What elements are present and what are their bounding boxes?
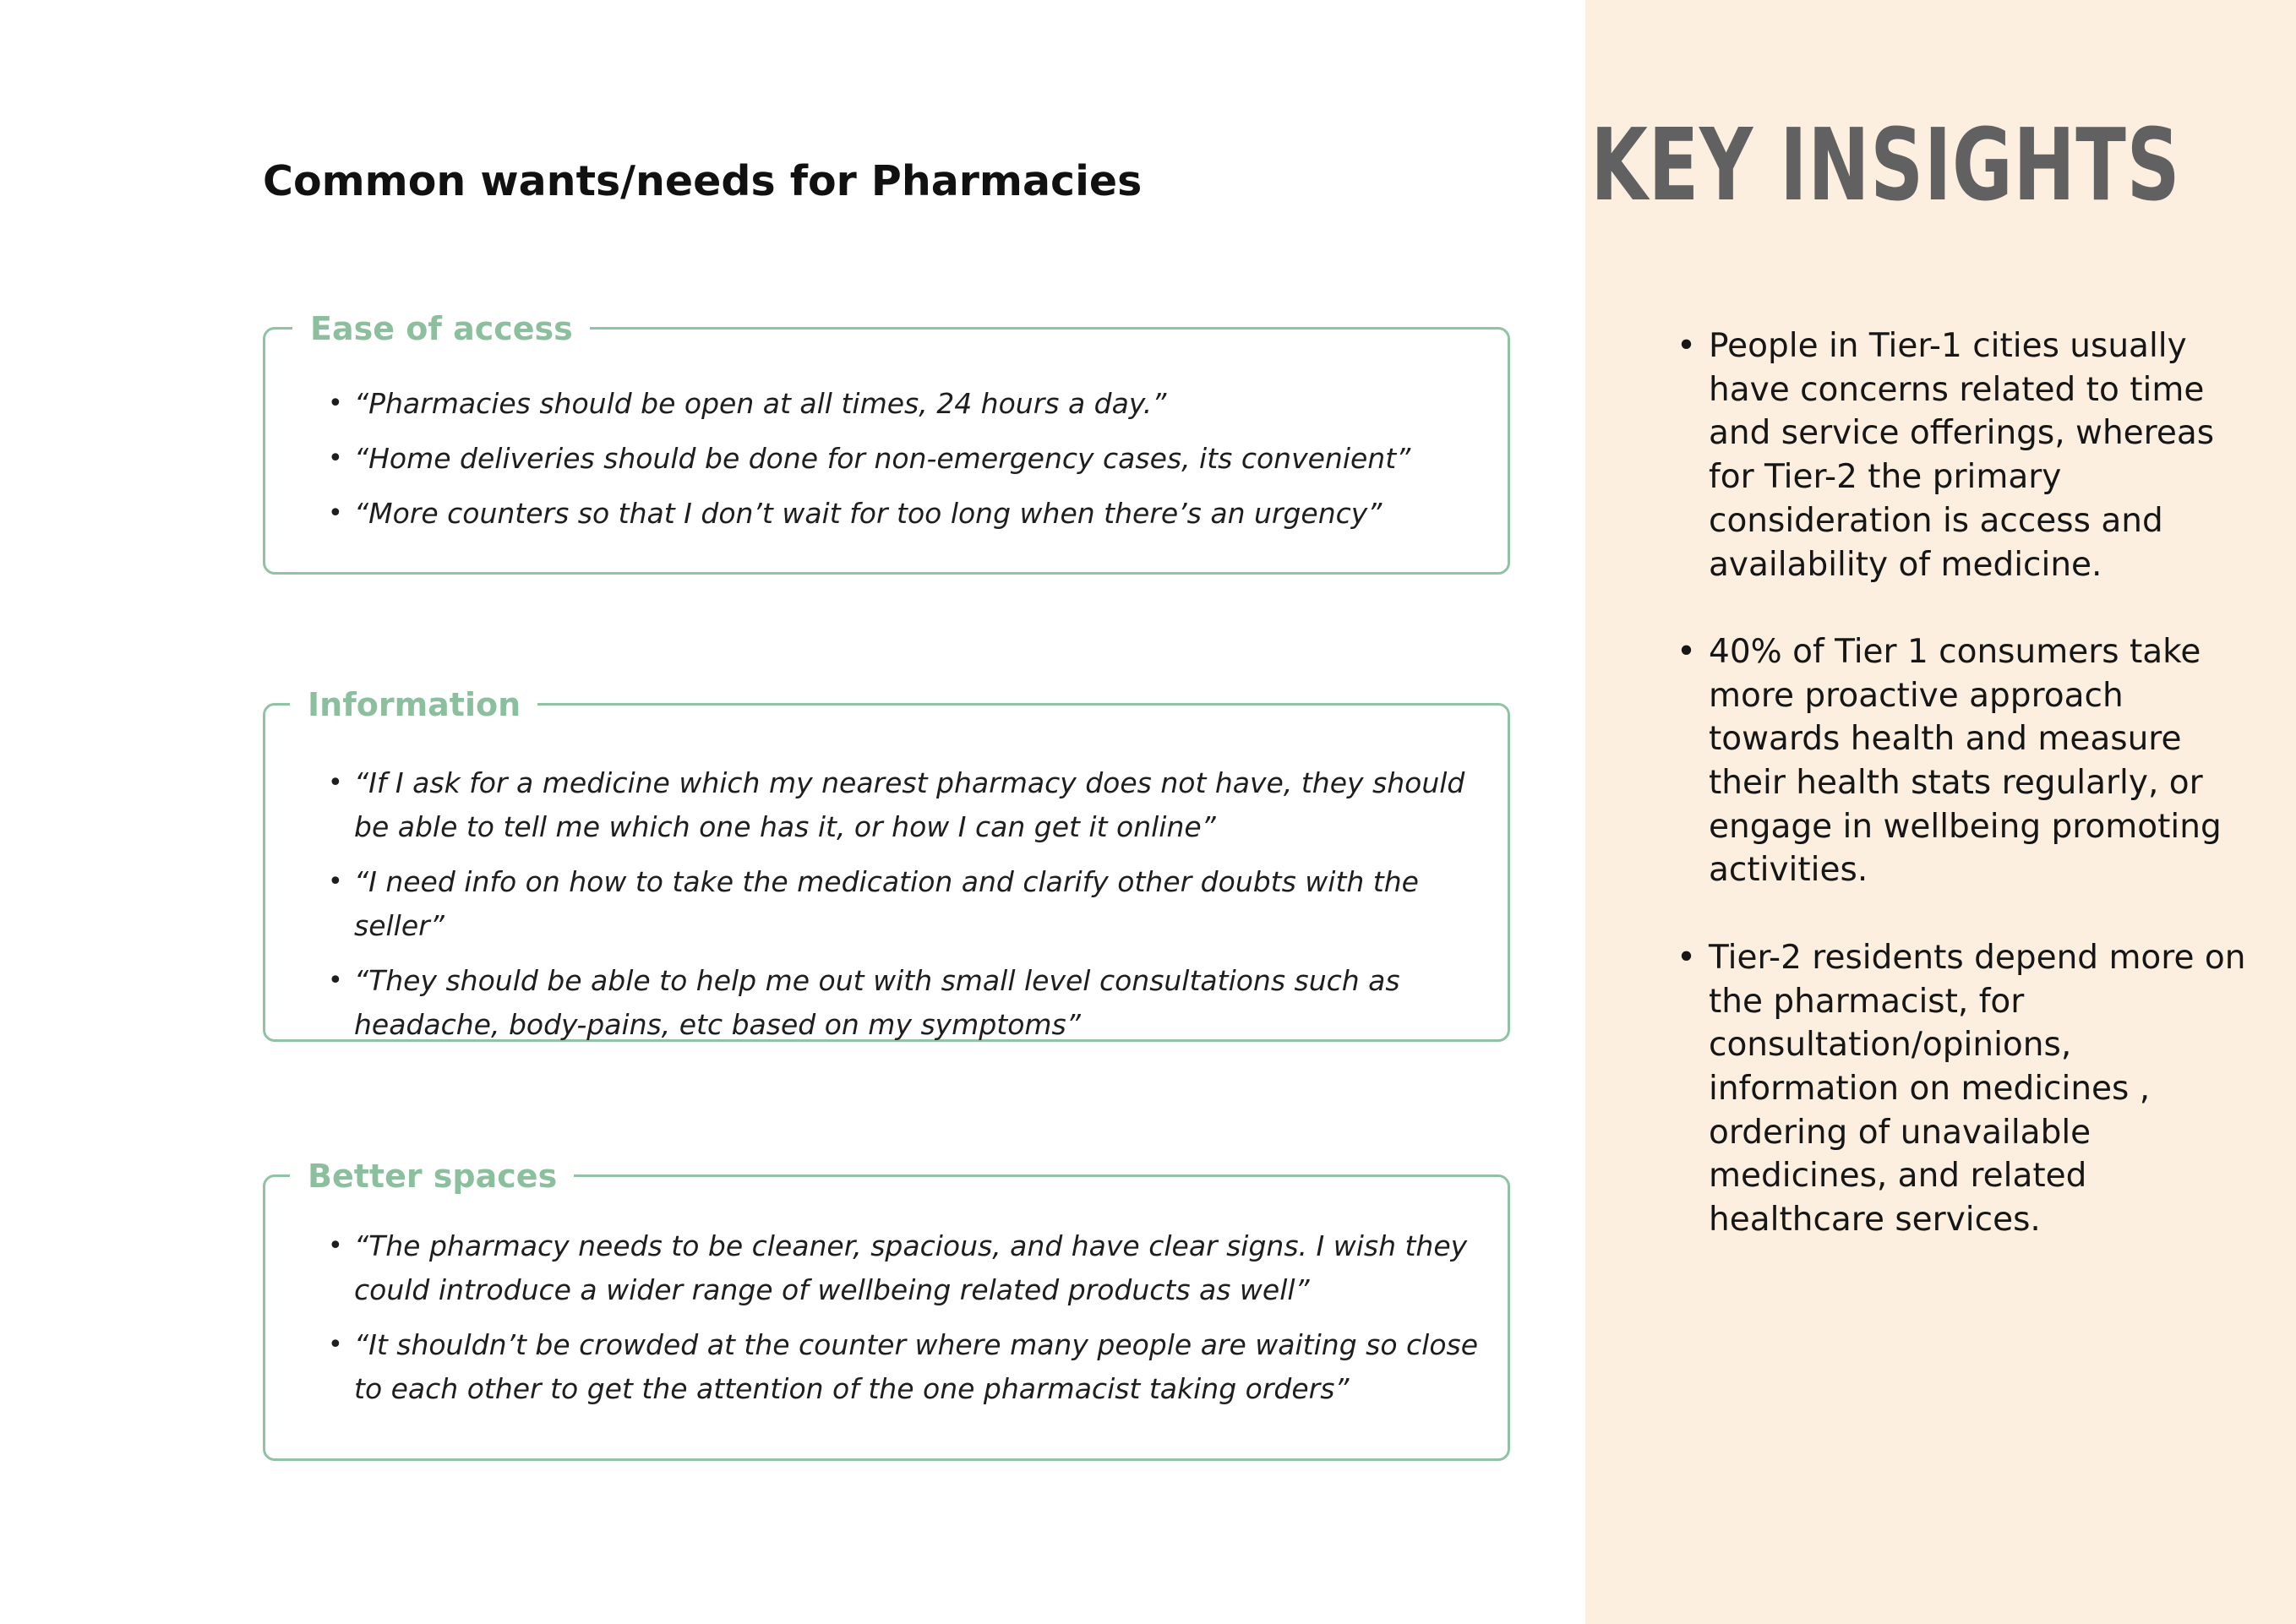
- quote-item: • “They should be able to help me out with small level consultations such as headache, body-pains, etc based on my symptoms”: [326, 959, 1482, 1047]
- key-insights-heading: KEY INSIGHTS: [1590, 106, 2180, 223]
- quote-item: • “More counters so that I don’t wait for too long when there’s an urgency”: [326, 492, 1482, 536]
- insight-item: • Tier-2 residents depend more on the pharmacist, for consultation/opinions, information on medicines , ordering of unavailable medicines, and related healthcare services.: [1709, 936, 2250, 1242]
- quote-list: [326, 382, 1482, 547]
- quote-item: • “It shouldn’t be crowded at the counter where many people are waiting so close to each other to get the attention of the one pharmacist taking orders”: [326, 1323, 1482, 1411]
- insight-list: [1709, 324, 2250, 1285]
- section-heading: Ease of access: [292, 301, 590, 357]
- key-insights-panel: [1585, 0, 2296, 1624]
- quote-item: • “I need info on how to take the medication and clarify other doubts with the seller”: [326, 860, 1482, 948]
- quote-item: • “Pharmacies should be open at all times, 24 hours a day.”: [326, 382, 1482, 426]
- section-heading: Information: [290, 677, 537, 733]
- quote-list: [326, 761, 1482, 1058]
- better-spaces-section: [263, 1158, 1510, 1461]
- page-title: Common wants/needs for Pharmacies: [263, 157, 1143, 205]
- ease-of-access-section: [263, 310, 1510, 575]
- quote-item: • “The pharmacy needs to be cleaner, spacious, and have clear signs. I wish they could introduce a wider range of wellbeing related products as well”: [326, 1224, 1482, 1312]
- section-heading: Better spaces: [290, 1148, 574, 1204]
- quote-item: • “Home deliveries should be done for non-emergency cases, its convenient”: [326, 437, 1482, 481]
- insight-item: • People in Tier-1 cities usually have concerns related to time and service offerings, whereas for Tier-2 the primary consideration is access and availability of medicine.: [1709, 324, 2250, 586]
- quote-list: [326, 1224, 1482, 1422]
- information-section: [263, 686, 1510, 1042]
- insight-item: • 40% of Tier 1 consumers take more proactive approach towards health and measure their health stats regularly, or engage in wellbeing promoting activities.: [1709, 630, 2250, 892]
- quote-item: • “If I ask for a medicine which my nearest pharmacy does not have, they should be able to tell me which one has it, or how I can get it online”: [326, 761, 1482, 849]
